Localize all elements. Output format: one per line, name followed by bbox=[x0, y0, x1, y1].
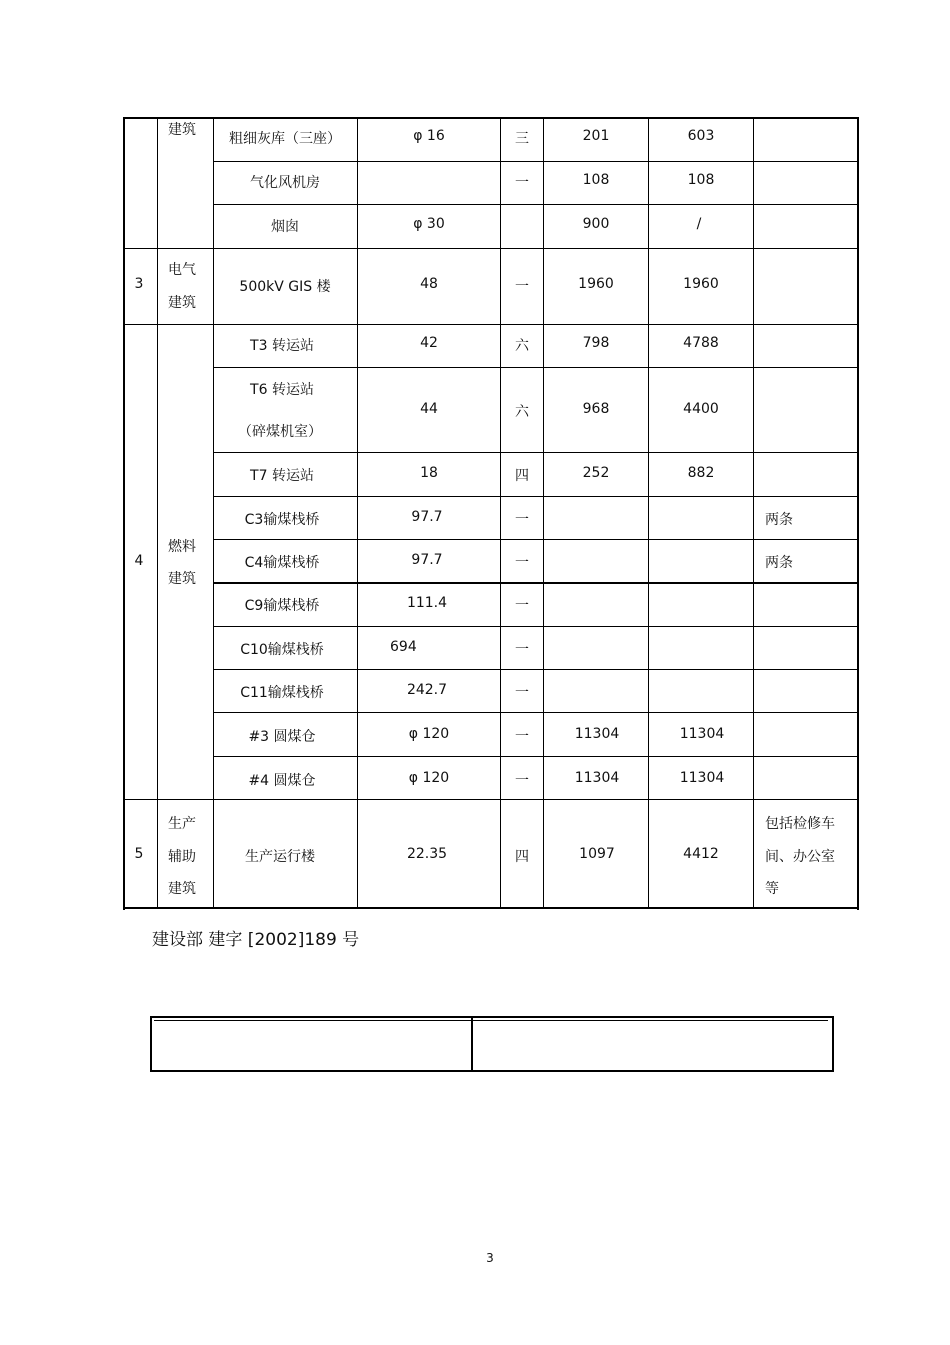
floors-cell: 一 bbox=[515, 279, 529, 295]
size-cell: 22.35 bbox=[406, 846, 448, 862]
area2-cell: 11304 bbox=[679, 770, 725, 786]
building-name: C3输煤栈桥 bbox=[244, 512, 320, 528]
area1-cell: 968 bbox=[582, 401, 610, 417]
area2-cell: 882 bbox=[687, 465, 715, 481]
row-line bbox=[213, 452, 858, 453]
note-cell: 两条 bbox=[765, 512, 793, 528]
size-cell: φ 30 bbox=[413, 216, 445, 232]
floors-cell: 六 bbox=[515, 404, 529, 420]
floors-cell: 一 bbox=[515, 729, 529, 745]
area2-cell: 603 bbox=[687, 128, 715, 144]
building-name: 粗细灰库（三座） bbox=[229, 131, 341, 147]
floors-cell: 四 bbox=[515, 468, 529, 484]
area2-cell: 11304 bbox=[679, 726, 725, 742]
table-border-top bbox=[123, 117, 859, 119]
col-line bbox=[648, 117, 649, 909]
col-line bbox=[753, 117, 754, 909]
building-name: 生产运行楼 bbox=[245, 849, 315, 865]
col-line bbox=[500, 117, 501, 909]
floors-cell: 一 bbox=[515, 773, 529, 789]
col-line bbox=[157, 117, 158, 909]
building-name: 气化风机房 bbox=[250, 175, 320, 191]
area1-cell: 900 bbox=[582, 216, 610, 232]
size-cell: 97.7 bbox=[411, 509, 443, 525]
floors-cell: 一 bbox=[515, 512, 529, 528]
category-cell: 建筑 bbox=[168, 295, 196, 311]
row-line bbox=[123, 799, 858, 800]
row-line bbox=[213, 496, 858, 497]
col-line bbox=[213, 117, 214, 909]
size-cell: 694 bbox=[390, 639, 417, 655]
building-name: 500kV GIS 楼 bbox=[239, 279, 331, 295]
building-name-sub: （碎煤机室） bbox=[238, 424, 322, 440]
building-name: C4输煤栈桥 bbox=[244, 555, 320, 571]
area1-cell: 201 bbox=[582, 128, 610, 144]
building-name: T6 转运站 bbox=[250, 382, 314, 398]
row-line bbox=[213, 669, 858, 670]
row-number: 4 bbox=[134, 553, 144, 569]
building-name: C9输煤栈桥 bbox=[244, 598, 320, 614]
category-cell: 建筑 bbox=[168, 881, 196, 897]
row-line bbox=[213, 161, 858, 162]
col-line bbox=[543, 117, 544, 909]
building-name: #4 圆煤仓 bbox=[248, 773, 316, 789]
note-cell: 间、办公室 bbox=[765, 849, 835, 865]
floors-cell: 六 bbox=[515, 338, 529, 354]
area1-cell: 11304 bbox=[574, 770, 620, 786]
note-cell: 两条 bbox=[765, 555, 793, 571]
size-cell: 97.7 bbox=[411, 552, 443, 568]
floors-cell: 一 bbox=[515, 555, 529, 571]
building-name: C11输煤栈桥 bbox=[240, 685, 324, 701]
category-cell: 建筑 bbox=[168, 571, 196, 587]
row-line bbox=[213, 539, 858, 540]
building-name: #3 圆煤仓 bbox=[248, 729, 316, 745]
area2-cell: 1960 bbox=[683, 276, 719, 292]
area2-cell: 4412 bbox=[683, 846, 719, 862]
page-number: 3 bbox=[486, 1251, 494, 1265]
category-cell: 电气 bbox=[168, 262, 196, 278]
size-cell: φ 16 bbox=[413, 128, 445, 144]
floors-cell: 三 bbox=[515, 131, 529, 147]
category-cell: 辅助 bbox=[168, 849, 196, 865]
area1-cell: 1097 bbox=[579, 846, 615, 862]
row-line bbox=[123, 248, 858, 249]
area1-cell: 108 bbox=[582, 172, 610, 188]
size-cell: 242.7 bbox=[406, 682, 448, 698]
floors-cell: 一 bbox=[515, 685, 529, 701]
size-cell: 111.4 bbox=[406, 595, 448, 611]
row-number: 3 bbox=[134, 276, 144, 292]
area1-cell: 252 bbox=[582, 465, 610, 481]
table-border-right bbox=[857, 117, 859, 910]
building-name: C10输煤栈桥 bbox=[240, 642, 324, 658]
floors-cell: 一 bbox=[515, 642, 529, 658]
size-cell: 48 bbox=[420, 276, 438, 292]
area1-cell: 11304 bbox=[574, 726, 620, 742]
area2-cell: / bbox=[696, 216, 702, 232]
floors-cell: 四 bbox=[515, 849, 529, 865]
col-line bbox=[357, 117, 358, 909]
floors-cell: 一 bbox=[515, 175, 529, 191]
reference-text: 建设部 建字 [2002]189 号 bbox=[152, 930, 360, 950]
row-line bbox=[213, 756, 858, 757]
category-cell: 燃料 bbox=[168, 539, 196, 555]
row-line bbox=[213, 626, 858, 627]
row-line bbox=[213, 712, 858, 713]
row-line bbox=[123, 324, 858, 325]
table-border-left bbox=[123, 117, 125, 910]
size-cell: φ 120 bbox=[408, 770, 450, 786]
area1-cell: 1960 bbox=[578, 276, 614, 292]
category-cell: 生产 bbox=[168, 816, 196, 832]
building-name: T3 转运站 bbox=[250, 338, 314, 354]
note-cell: 等 bbox=[765, 881, 779, 897]
note-cell: 包括检修车 bbox=[765, 816, 835, 832]
area1-cell: 798 bbox=[582, 335, 610, 351]
area2-cell: 4400 bbox=[683, 401, 719, 417]
empty-table-divider bbox=[471, 1016, 473, 1071]
empty-table bbox=[150, 1016, 834, 1072]
row-line bbox=[213, 367, 858, 368]
row-line bbox=[213, 204, 858, 205]
row-line bbox=[213, 582, 858, 584]
building-name: T7 转运站 bbox=[250, 468, 314, 484]
floors-cell: 一 bbox=[515, 598, 529, 614]
area2-cell: 4788 bbox=[683, 335, 719, 351]
empty-table-inner-top bbox=[154, 1020, 828, 1021]
table-border-bottom bbox=[123, 907, 859, 909]
building-name: 烟囱 bbox=[271, 219, 299, 235]
size-cell: 18 bbox=[420, 465, 438, 481]
size-cell: φ 120 bbox=[408, 726, 450, 742]
size-cell: 42 bbox=[420, 335, 438, 351]
category-cell: 建筑 bbox=[168, 122, 196, 138]
size-cell: 44 bbox=[420, 401, 438, 417]
row-number: 5 bbox=[134, 846, 144, 862]
area2-cell: 108 bbox=[687, 172, 715, 188]
